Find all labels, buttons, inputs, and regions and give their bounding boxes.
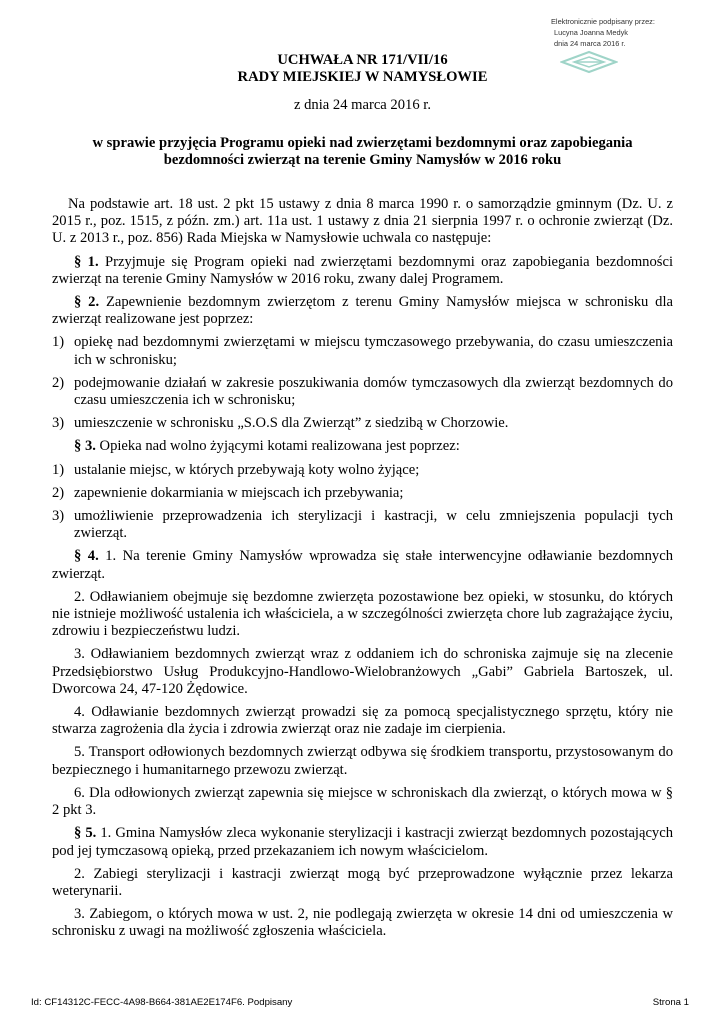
section-4-paragraph-3: 3. Odławianiem bezdomnych zwierząt wraz z oddaniem ich do schroniska zajmuje się na zlecenie Przedsiębiorstwo Usług Produkcyjno-Handlowo-Wielobranżowych „Gabi” Gabriela Bartoszek, ul. Dworcowa 24, 47-120 Żędowice. [52,646,673,697]
resolution-title [0,52,725,86]
list-item-number: 3) [52,415,65,432]
section-4-text: 1. Na terenie Gminy Namysłów wprowadza się stałe interwencyjne odławianie bezdomnych zwierząt. [52,548,673,582]
subject-line-1: w sprawie przyjęcia Programu opieki nad zwierzętami bezdomnymi oraz zapobiegania [92,135,633,151]
section-1-mark: § 1. [74,253,99,270]
section-2-mark: § 2. [74,294,100,311]
list-item-text: podejmowanie działań w zakresie poszukiwania domów tymczasowych dla zwierząt bezdomnych do czasu umieszczenia ich w schronisku; [74,374,673,409]
section-1-text: Przyjmuje się Program opieki nad zwierzętami bezdomnymi oraz zapobiegania bezdomności zwierząt na terenie Gminy Namysłów w 2016 roku, zwany dalej Programem. [52,253,673,287]
section-3-mark: § 3. [74,438,96,455]
list-item-number: 2) [52,484,65,501]
section-3 [52,438,673,455]
signer-name: Lucyna Joanna Medyk [554,28,628,37]
list-item-number: 1) [52,334,65,351]
section-5-paragraph-3: 3. Zabiegom, o których mowa w ust. 2, nie podlegają zwierzęta w okresie 14 dni od umieszczenia w schronisku z uwagi na możliwość zgłoszenia właściciela. [52,906,673,940]
resolution-subject [0,135,725,169]
list-item-text: umożliwienie przeprowadzenia ich sterylizacji i kastracji, w celu zmniejszenia populacji tych zwierząt. [74,508,673,542]
document-id: Id: CF14312C-FECC-4A98-B664-381AE2E174F6. Podpisany [31,997,293,1008]
resolution-body [52,196,673,947]
section-4-paragraph-2: 2. Odławianiem obejmuje się bezdomne zwierzęta pozostawione bez opieki, w stosunku, do których nie istnieje możliwość ustalenia ich właściciela, a w szczególności zwierzęta chore lub zagrażające życiu, zdrowiu i bezpieczeństwu ludzi. [52,588,673,640]
list-item [52,462,673,479]
page-number: Strona 1 [652,997,689,1008]
section-2-text: Zapewnienie bezdomnym zwierzętom z terenu Gminy Namysłów miejsca w schronisku dla zwierząt realizowane jest poprzez: [52,294,674,328]
signature-date: dnia 24 marca 2016 r. [554,39,626,48]
section-3-text: Opieka nad wolno żyjącymi kotami realizowana jest poprzez: [95,438,460,455]
resolution-number: UCHWAŁA NR 171/VII/16 [277,52,448,68]
section-5-paragraph-2: 2. Zabiegi sterylizacji i kastracji zwierząt mogą być przeprowadzone wyłącznie przez lekarza weterynarii. [52,865,673,899]
list-item-number: 1) [52,461,65,478]
list-item-text: opiekę nad bezdomnymi zwierzętami w miejscu tymczasowego przebywania, do czasu umieszczenia ich w schronisku; [74,334,673,368]
subject-line-2: bezdomności zwierząt na terenie Gminy Namysłów w 2016 roku [163,152,562,169]
legal-basis-paragraph: Na podstawie art. 18 ust. 2 pkt 15 ustawy z dnia 8 marca 1990 r. o samorządzie gminnym (Dz. U. z 2015 r., poz. 1515, z późn. zm.) art. 11a ust. 1 ustawy z dnia 21 sierpnia 1997 r. o ochronie zwierząt (Dz. U. z 2013 r., poz. 856) Rada Miejska w Namysłowie uchwala co następuje: [52,196,673,247]
council-name: RADY MIEJSKIEJ W NAMYSŁOWIE [237,69,488,86]
list-item-text: umieszczenie w schronisku „S.O.S dla Zwierząt” z siedzibą w Chorzowie. [74,415,509,432]
list-item-number: 3) [52,508,65,525]
section-4 [52,548,673,582]
list-item [52,508,673,542]
list-item [52,375,673,409]
section-4-paragraph-5: 5. Transport odłowionych bezdomnych zwierząt odbywa się środkiem transportu, przystosowanym do bezpiecznego i humanitarnego przewozu zwierząt. [52,744,673,778]
section-5-mark: § 5. [74,825,97,842]
signature-caption: Elektronicznie podpisany przez: [551,17,655,26]
section-4-paragraph-4: 4. Odławianie bezdomnych zwierząt prowadzi się za pomocą specjalistycznego sprzętu, który nie stwarza zagrożenia dla życia i zdrowia zwierząt oraz nie zadaje im cierpienia. [52,704,673,738]
list-item-text: ustalanie miejsc, w których przebywają koty wolno żyjące; [74,461,420,478]
electronic-signature-block [551,16,711,49]
section-4-mark: § 4. [74,548,99,565]
resolution-date: z dnia 24 marca 2016 r. [294,97,431,113]
section-1 [52,254,673,288]
page-footer [31,994,689,1011]
list-item-number: 2) [52,374,65,391]
list-item [52,415,673,432]
section-5-text: 1. Gmina Namysłów zleca wykonanie sterylizacji i kastracji zwierząt bezdomnych pozostających pod jej tymczasową opieką, przed przekazaniem ich nowym właścicielom. [52,825,674,859]
section-5 [52,825,673,859]
list-item [52,334,673,368]
list-item-text: zapewnienie dokarmiania w miejscach ich przebywania; [74,484,404,501]
section-4-paragraph-6: 6. Dla odłowionych zwierząt zapewnia się miejsce w schroniskach dla zwierząt, o których mowa w § 2 pkt 3. [52,784,673,819]
list-item [52,485,673,502]
section-2 [52,294,673,328]
